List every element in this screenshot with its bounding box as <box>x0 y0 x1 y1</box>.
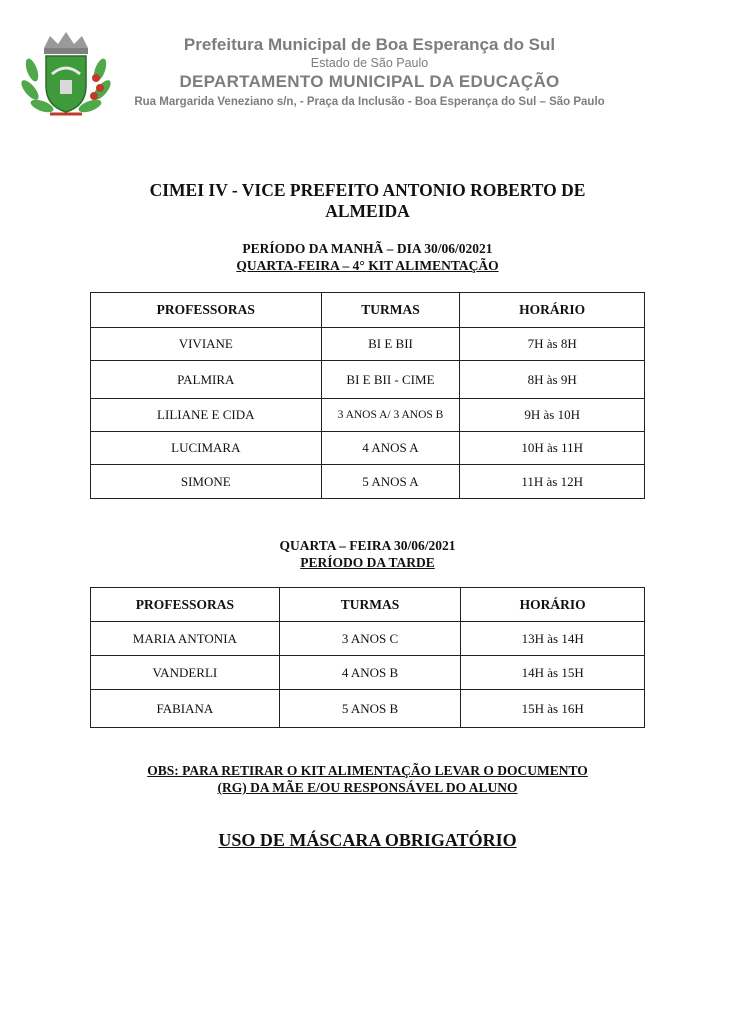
teacher-cell: LILIANE E CIDA <box>91 399 322 432</box>
afternoon-heading-2: PERÍODO DA TARDE <box>300 555 435 570</box>
class-cell: 3 ANOS A/ 3 ANOS B <box>321 399 460 432</box>
column-header: HORÁRIO <box>461 588 645 622</box>
time-cell: 11H às 12H <box>460 465 645 499</box>
time-cell: 10H às 11H <box>460 432 645 465</box>
afternoon-schedule-table <box>90 587 645 728</box>
municipality-name: Prefeitura Municipal de Boa Esperança do Sul <box>183 35 556 54</box>
time-cell: 13H às 14H <box>461 622 645 656</box>
letterhead-text <box>112 34 627 110</box>
teacher-cell: MARIA ANTONIA <box>91 622 280 656</box>
letterhead <box>0 0 729 125</box>
morning-heading-2: QUARTA-FEIRA – 4° KIT ALIMENTAÇÃO <box>236 258 499 273</box>
column-header: TURMAS <box>279 588 461 622</box>
teacher-cell: VIVIANE <box>91 328 322 361</box>
class-cell: 4 ANOS B <box>279 656 461 690</box>
state-name: Estado de São Paulo <box>310 56 429 70</box>
time-cell: 9H às 10H <box>460 399 645 432</box>
class-cell: 5 ANOS B <box>279 690 461 728</box>
title-line-1: CIMEI IV - VICE PREFEITO ANTONIO ROBERTO DE <box>149 180 586 200</box>
class-cell: BI E BII <box>321 328 460 361</box>
column-header: PROFESSORAS <box>91 293 322 328</box>
class-cell: 5 ANOS A <box>321 465 460 499</box>
class-cell: BI E BII - CIME <box>321 361 460 399</box>
table-row <box>91 399 645 432</box>
teacher-cell: SIMONE <box>91 465 322 499</box>
teacher-cell: VANDERLI <box>91 656 280 690</box>
table-row <box>91 465 645 499</box>
column-header: HORÁRIO <box>460 293 645 328</box>
table-row <box>91 328 645 361</box>
column-header: PROFESSORAS <box>91 588 280 622</box>
coat-of-arms-icon <box>20 30 112 118</box>
mask-notice: USO DE MÁSCARA OBRIGATÓRIO <box>218 830 517 850</box>
class-cell: 4 ANOS A <box>321 432 460 465</box>
department-name: DEPARTAMENTO MUNICIPAL DA EDUCAÇÃO <box>179 72 560 91</box>
class-cell: 3 ANOS C <box>279 622 461 656</box>
time-cell: 7H às 8H <box>460 328 645 361</box>
teacher-cell: LUCIMARA <box>91 432 322 465</box>
table-header-row <box>91 293 645 328</box>
column-header: TURMAS <box>321 293 460 328</box>
morning-heading-1: PERÍODO DA MANHÃ – DIA 30/06/02021 <box>242 241 493 256</box>
time-cell: 15H às 16H <box>461 690 645 728</box>
time-cell: 8H às 9H <box>460 361 645 399</box>
teacher-cell: FABIANA <box>91 690 280 728</box>
table-row <box>91 690 645 728</box>
afternoon-heading-1: QUARTA – FEIRA 30/06/2021 <box>279 538 456 553</box>
afternoon-heading <box>90 537 645 571</box>
observation-line-1: OBS: PARA RETIRAR O KIT ALIMENTAÇÃO LEVAR O DOCUMENTO <box>147 763 588 778</box>
observation-note <box>90 762 645 796</box>
address: Rua Margarida Veneziano s/n, - Praça da Inclusão - Boa Esperança do Sul – São Paulo <box>134 96 605 108</box>
morning-heading <box>90 240 645 274</box>
title-line-2: ALMEIDA <box>325 201 410 221</box>
teacher-cell: PALMIRA <box>91 361 322 399</box>
time-cell: 14H às 15H <box>461 656 645 690</box>
table-header-row <box>91 588 645 622</box>
table-row <box>91 622 645 656</box>
table-row <box>91 432 645 465</box>
table-row <box>91 361 645 399</box>
document-title <box>90 180 645 222</box>
observation-line-2: (RG) DA MÃE E/OU RESPONSÁVEL DO ALUNO <box>217 780 518 795</box>
table-row <box>91 656 645 690</box>
morning-schedule-table <box>90 292 645 499</box>
